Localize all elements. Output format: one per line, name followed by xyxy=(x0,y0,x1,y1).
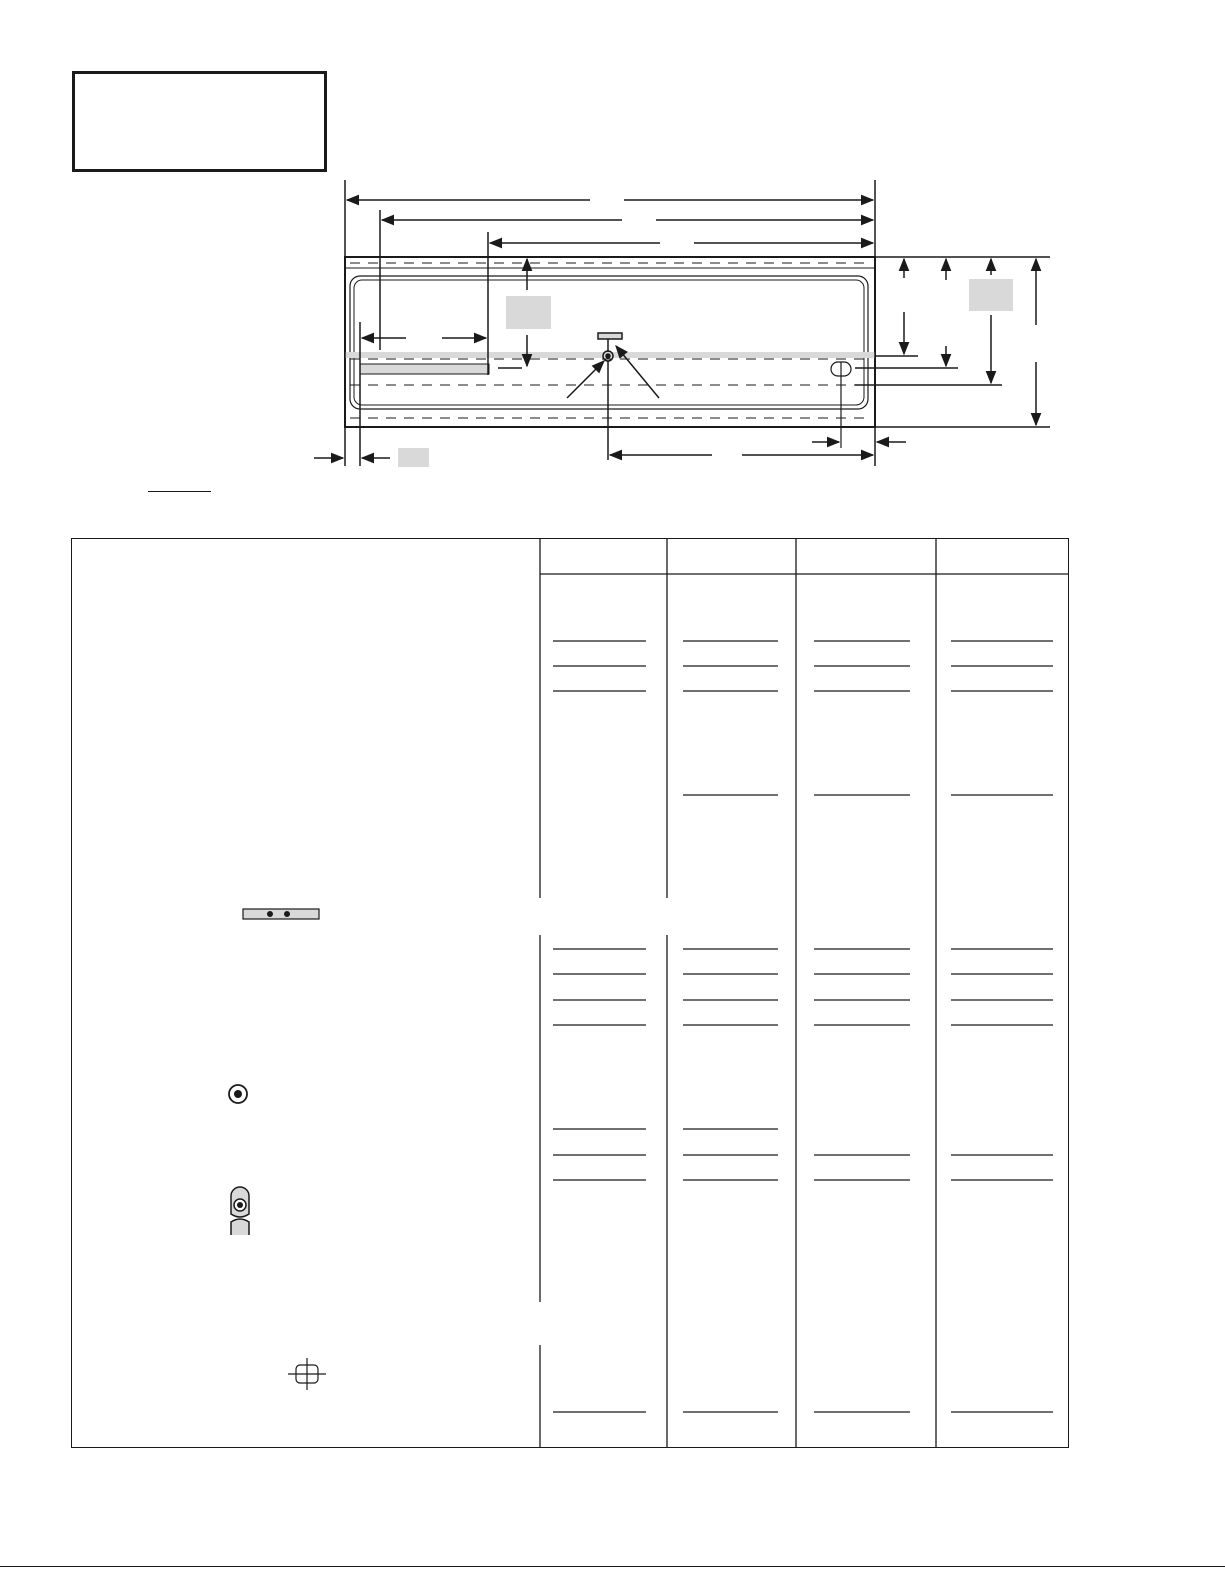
apron-strip xyxy=(360,364,489,374)
dim-label-box-depth xyxy=(506,296,551,329)
shaded-label-boxes xyxy=(360,279,1013,467)
page-bottom-rule xyxy=(0,1566,1225,1567)
dim-label-box-height xyxy=(969,279,1013,311)
top-view-outline xyxy=(345,257,875,427)
dimension-lines xyxy=(314,180,1050,466)
spec-table xyxy=(71,538,1069,1448)
dim-label-box-flange xyxy=(398,448,429,467)
figure-label-underline xyxy=(148,491,211,492)
drain-lever xyxy=(598,333,622,339)
